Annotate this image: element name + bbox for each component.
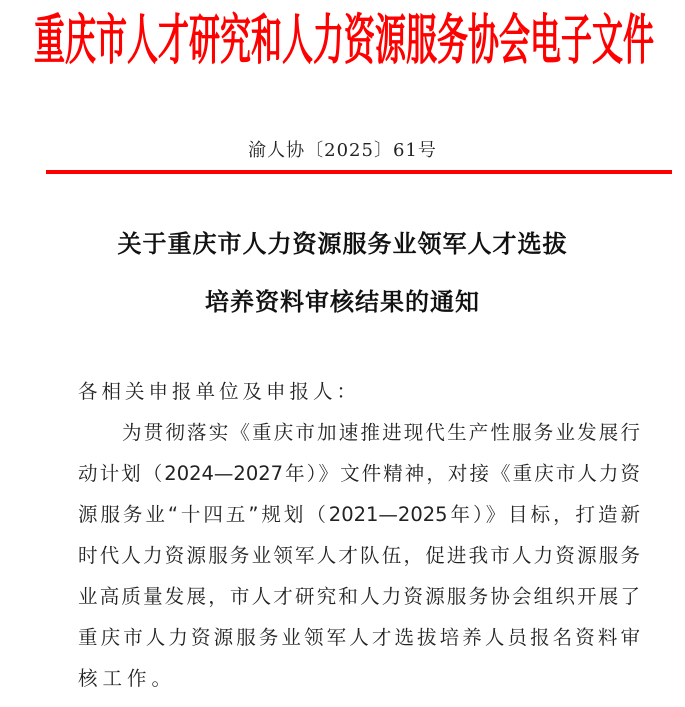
body-line: 业高质量发展，市人才研究和人力资源服务协会组织开展了 [78, 585, 640, 608]
header-divider-red-line [46, 170, 672, 174]
notice-title-line-1: 关于重庆市人力资源服务业领军人才选拔 [117, 229, 568, 258]
body-line: 核工作。 [78, 667, 177, 690]
body-line: 为贯彻落实《重庆市加速推进现代生产性服务业发展行 [122, 421, 640, 444]
header-text: 重庆市人才研究和人力资源服务协会电子文件 [34, 9, 654, 73]
notice-body [78, 376, 640, 704]
salutation: 各相关申报单位及申报人： [78, 380, 361, 403]
body-line: 时代人力资源服务业领军人才队伍，促进我市人力资源服务 [78, 544, 640, 567]
body-line: 动计划（2024—2027年）》文件精神，对接《重庆市人力资 [78, 462, 640, 485]
body-line: 重庆市人力资源服务业领军人才选拔培养人员报名资料审 [78, 626, 640, 649]
document-header-title [34, 8, 680, 74]
notice-title-line-2: 培养资料审核结果的通知 [205, 287, 480, 316]
document-number: 渝人协〔2025〕61号 [248, 140, 437, 161]
body-line: 源服务业“十四五”规划（2021—2025年）》目标，打造新 [78, 503, 640, 526]
